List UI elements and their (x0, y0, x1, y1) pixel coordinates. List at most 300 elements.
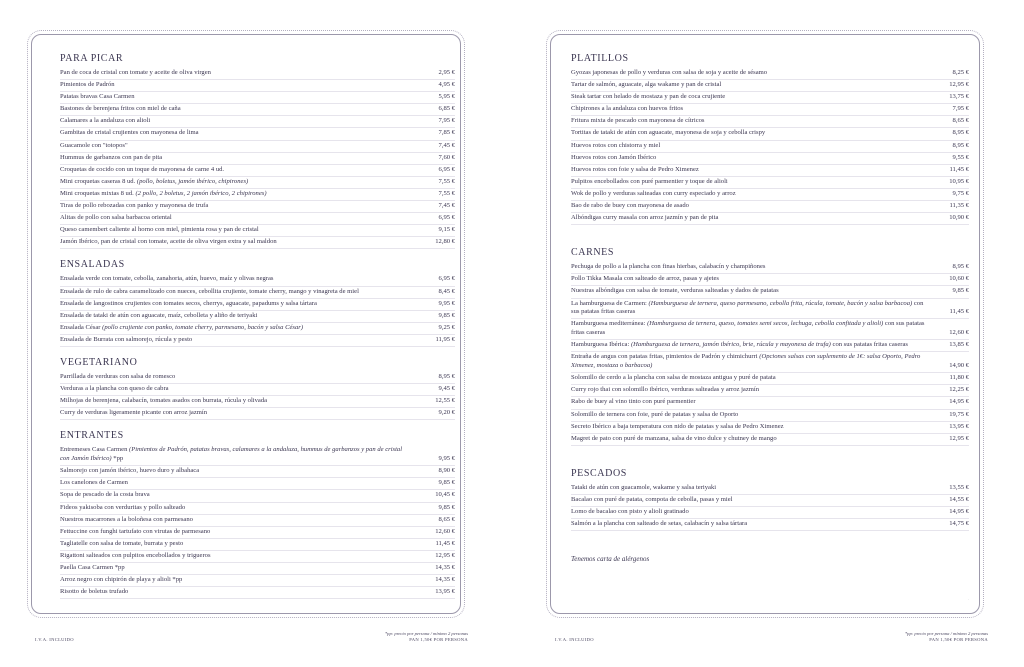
menu-item (60, 323, 455, 335)
dish-name: Tataki de atún con guacamole, wakame y salsa teriyaki (571, 483, 717, 491)
dish-price: 12,25 € (949, 386, 969, 394)
page-mark: · (967, 599, 971, 601)
dish-note: (Pimientos de Padrón, patatas bravas, calamares a la andaluza, hummus de garbanzos y pan de cristal con Jamón Ibérico) (60, 446, 403, 463)
dish-name: Gambitas de cristal crujientes con mayonesa de lima (60, 129, 199, 137)
menu-section (571, 468, 969, 531)
section-title: PLATILLOS (571, 53, 629, 64)
menu-item-text (60, 226, 419, 235)
dish-name: Queso camembert caliente al horno con miel, pimienta rosa y pan de cristal (60, 226, 259, 234)
menu-item (60, 225, 455, 237)
section-gap (60, 249, 455, 259)
dish-price: 14,95 € (949, 398, 969, 406)
dish-price: 9,15 € (438, 226, 455, 234)
dish-price: 7,95 € (438, 117, 455, 125)
dish-name: Croquetas de cocido con un toque de mayonesa de carne 4 ud. (60, 165, 225, 173)
menu-item (60, 116, 455, 128)
dish-price: 7,85 € (438, 129, 455, 137)
menu-item (60, 539, 455, 551)
menu-item (60, 165, 455, 177)
menu-item-text (571, 484, 933, 493)
dish-price: 7,55 € (438, 177, 455, 185)
dish-price: 9,95 € (438, 455, 455, 463)
dish-name: Albóndigas curry masala con arroz jazmín y pan de pita (571, 214, 719, 222)
dish-price: 11,35 € (949, 202, 969, 210)
dish-name: Huevos rotos con foie y salsa de Pedro Ximenez (571, 165, 699, 173)
dish-name: Gyozas japonesas de pollo y verduras con salsa de soja y aceite de sésamo (571, 69, 768, 76)
menu-item-text (60, 540, 419, 549)
menu-item-text (571, 105, 933, 114)
menu-item (571, 352, 969, 373)
menu-item-text (60, 504, 419, 513)
dish-price: 10,45 € (435, 491, 455, 499)
menu-item (571, 165, 969, 177)
menu-item-text (60, 528, 419, 537)
menu-item (571, 116, 969, 128)
menu-item (571, 434, 969, 446)
menu-item-text (571, 129, 933, 138)
dish-name: Risotto de boletus trufado (60, 588, 129, 596)
menu-item-list (571, 262, 969, 446)
menu-item-text (60, 467, 419, 476)
menu-item-text (571, 202, 933, 211)
dish-price: 8,65 € (438, 515, 455, 523)
section-title: CARNES (571, 247, 615, 259)
menu-item-text (60, 214, 419, 223)
menu-item-text (60, 516, 419, 525)
menu-item-text (60, 336, 419, 345)
menu-item-text (571, 214, 933, 223)
menu-item-text (60, 129, 419, 138)
dish-price: 13,95 € (949, 422, 969, 430)
menu-item-text (571, 423, 933, 432)
dish-price: 7,45 € (438, 202, 455, 210)
menu-item (60, 213, 455, 225)
dish-note: (pollo crujiente con panko, tomate cherry, parmesano, bacón y salsa César) (102, 323, 304, 331)
menu-item (60, 68, 455, 80)
section-gap (571, 446, 969, 468)
menu-item-text (571, 117, 933, 126)
menu-item (60, 575, 455, 587)
menu-item-text (60, 142, 419, 151)
dish-name: Lomo de bacalao con pisto y alioli gratinado (571, 508, 689, 516)
menu-item (60, 515, 455, 527)
menu-item-text (60, 81, 419, 90)
menu-item (60, 551, 455, 563)
menu-section (60, 357, 455, 420)
menu-item-text (60, 576, 419, 585)
menu-item (60, 503, 455, 515)
dish-price: 8,90 € (438, 467, 455, 475)
dish-name: Bacalao con puré de patata, compota de cebolla, pasas y miel (571, 495, 733, 503)
menu-item (60, 201, 455, 213)
menu-item-text (571, 287, 933, 296)
dish-note: (Opciones salsas con suplemento de 1€: salsa Oporto, Pedro Ximenez, mostaza o barbacoa) (571, 353, 921, 370)
menu-item (60, 587, 455, 599)
dish-price: 12,60 € (435, 527, 455, 535)
menu-item (571, 68, 969, 80)
dish-name: Ensalada de tataki de atún con aguacate, maíz, cebolleta y aliño de teriyaki (60, 311, 258, 319)
dish-name: Nuestros macarrones a la boloñesa con parmesano (60, 515, 193, 523)
dish-price: 9,75 € (952, 189, 969, 197)
dish-name: Pan de coca de cristal con tomate y aceite de oliva virgen (60, 69, 211, 76)
menu-item-text (60, 373, 419, 382)
dish-name: Huevos rotos con Jamón Ibérico (571, 153, 657, 161)
menu-item (571, 153, 969, 165)
dish-name: Tortitas de tataki de atún con aguacate, mayonesa de soja y cebolla crispy (571, 129, 766, 137)
menu-item (571, 177, 969, 189)
iva-note-left: I.V.A. INCLUIDO (35, 637, 74, 642)
dish-name: Pulpitos encebollados con puré parmentier y toque de alioli (571, 177, 728, 185)
dish-name: Mini croquetas mixtas 8 ud. (60, 189, 134, 197)
menu-item-text (60, 238, 419, 247)
menu-item-text (60, 93, 419, 102)
dish-name: Rabo de buey al vino tinto con puré parmentier (571, 398, 696, 406)
pp-note-left: *pp: precio por persona / mínimo 2 personas (384, 631, 468, 636)
dish-name: Solomillo de ternera con foie, puré de patatas y salsa de Oporto (571, 410, 739, 418)
section-title: PESCADOS (571, 467, 627, 479)
dish-price: 10,95 € (949, 177, 969, 185)
menu-item (60, 189, 455, 201)
dish-price: 8,95 € (952, 141, 969, 149)
menu-item-text (571, 154, 933, 163)
dish-price: 9,85 € (438, 503, 455, 511)
dish-name: Huevos rotos con chistorra y miel (571, 141, 661, 149)
menu-item-text (60, 491, 419, 500)
dish-name: Magret de pato con puré de manzana, salsa de vino dulce y chutney de mango (571, 434, 777, 442)
menu-item (571, 128, 969, 140)
menu-item-text (571, 69, 933, 78)
dish-price: 6,95 € (438, 165, 455, 173)
menu-item-text (60, 300, 419, 309)
bread-note-left: PAN 1,50€ POR PERSONA (409, 637, 468, 642)
dish-price: 8,65 € (952, 117, 969, 125)
dish-price: 6,95 € (438, 275, 455, 283)
menu-item (571, 422, 969, 434)
dish-price: 9,85 € (438, 311, 455, 319)
menu-item (60, 299, 455, 311)
dish-name: Tagliatelle con salsa de tomate, burrata y pesto (60, 539, 184, 547)
menu-item (571, 397, 969, 409)
menu-item (60, 563, 455, 575)
dish-price: 9,25 € (438, 323, 455, 331)
dish-name: Entraña de angus con patatas fritas, pimientos de Padrón y chimichurri (571, 353, 758, 361)
dish-price: 13,85 € (949, 341, 969, 349)
menu-item (571, 104, 969, 116)
menu-item-text (60, 202, 419, 211)
menu-item-text (60, 166, 419, 175)
menu-item-text (60, 312, 419, 321)
dish-suffix: con sus patatas fritas caseras (571, 299, 924, 316)
menu-item-text (60, 324, 419, 333)
menu-item (60, 128, 455, 140)
dish-name: Ensalada de langostinos crujientes con tomates secos, cherrys, aguacate, papadums y salsa tártara (60, 299, 317, 307)
bread-note-right: PAN 1,50€ POR PERSONA (929, 637, 988, 642)
dish-name: Guacamole con "totopos" (60, 141, 128, 149)
menu-item-text (60, 288, 419, 297)
dish-price: 5,95 € (438, 93, 455, 101)
menu-item-text (571, 300, 933, 318)
dish-name: Curry rojo thai con solomillo ibérico, verduras salteadas y arroz jazmín (571, 386, 760, 394)
dish-price: 11,95 € (435, 335, 455, 343)
menu-item (571, 340, 969, 352)
section-title: ENTRANTES (60, 430, 124, 442)
dish-name: Solomillo de cerdo a la plancha con salsa de mostaza antigua y puré de patata (571, 374, 776, 382)
menu-item (60, 153, 455, 165)
menu-item-list (60, 274, 455, 347)
dish-price: 12,95 € (949, 434, 969, 442)
dish-price: 13,55 € (949, 483, 969, 491)
menu-column-right (571, 53, 969, 563)
menu-item-text (571, 520, 933, 529)
menu-item-text (60, 105, 419, 114)
menu-item (571, 286, 969, 298)
menu-item-list (60, 372, 455, 420)
dish-name: Salmorejo con jamón ibérico, huevo duro y albahaca (60, 467, 200, 475)
dish-name: Alitas de pollo con salsa barbacoa oriental (60, 214, 172, 222)
dish-name: Los canelones de Carmen (60, 479, 128, 487)
dish-price: 12,80 € (435, 238, 455, 246)
menu-item-text (571, 508, 933, 517)
dish-price: 4,95 € (438, 81, 455, 89)
menu-item (571, 385, 969, 397)
pp-note-right: *pp: precio por persona / mínimo 2 personas (904, 631, 988, 636)
menu-item (571, 80, 969, 92)
allergens-note: Tenemos carta de alérgenos (571, 555, 650, 564)
dish-name: Bao de rabo de buey con mayonesa de asado (571, 202, 689, 210)
menu-item (571, 274, 969, 286)
section-gap (60, 347, 455, 357)
menu-item (60, 237, 455, 249)
menu-item (571, 189, 969, 201)
dish-price: 6,95 € (438, 214, 455, 222)
menu-item-text (60, 446, 419, 464)
dish-name: Ensalada de Burrata con salmorejo, rúcula y pesto (60, 335, 193, 343)
dish-name: Hamburguesa mediterránea: (571, 320, 646, 328)
dish-price: 14,55 € (949, 495, 969, 503)
dish-price: 14,35 € (435, 576, 455, 584)
section-title: ENSALADAS (60, 259, 125, 271)
menu-page-left (31, 34, 461, 614)
menu-item-text (60, 479, 419, 488)
dish-name: La hamburguesa de Carmen: (571, 299, 647, 307)
menu-item (571, 410, 969, 422)
dish-name: Hamburguesa Ibérica: (571, 341, 630, 349)
dish-name: Tartar de salmón, aguacate, alga wakame y pan de cristal (571, 81, 722, 89)
menu-item-text (60, 190, 419, 199)
dish-name: Jamón Ibérico, pan de cristal con tomate, aceite de oliva virgen extra y sal maldon (60, 238, 277, 246)
dish-price: 11,80 € (949, 374, 969, 382)
dish-name: Calamares a la andaluza con alioli (60, 117, 151, 125)
menu-item-text (60, 154, 419, 163)
section-gap (60, 420, 455, 430)
menu-item (571, 495, 969, 507)
dish-price: 8,45 € (438, 287, 455, 295)
menu-item-text (60, 588, 419, 597)
dish-suffix: con sus patatas fritas caseras (832, 341, 908, 349)
menu-item (60, 177, 455, 189)
menu-section (60, 53, 455, 249)
dish-note: (Hamburguesa de ternera, jamón ibérico, brie, rúcula y mayonesa de trufa) (630, 341, 831, 349)
dish-name: Ensalada de rulo de cabra caramelizado con nueces, cebollita crujiente, tomate cherry, mango y vinagreta de miel (60, 287, 359, 295)
menu-item (571, 92, 969, 104)
menu-item (60, 274, 455, 286)
menu-item (60, 372, 455, 384)
menu-item-text (571, 374, 933, 383)
menu-item (571, 201, 969, 213)
dish-name: Parrillada de verduras con salsa de romesco (60, 372, 176, 380)
menu-item-text (571, 496, 933, 505)
dish-name: Entremeses Casa Carmen (60, 446, 128, 454)
menu-section (571, 247, 969, 446)
dish-price: 11,45 € (949, 308, 969, 316)
menu-item-text (60, 69, 419, 78)
dish-name: Pollo Tikka Masala con salteado de arroz, pasas y ajetes (571, 275, 719, 283)
dish-price: 9,55 € (952, 153, 969, 161)
dish-price: 10,60 € (949, 275, 969, 283)
dish-note: (pollo, boletus, jamón ibérico, chipirones) (136, 177, 249, 185)
menu-item (60, 80, 455, 92)
dish-price: 12,95 € (435, 551, 455, 559)
dish-price: 12,55 € (435, 397, 455, 405)
dish-price: 2,95 € (438, 69, 455, 76)
dish-price: 12,95 € (949, 81, 969, 89)
dish-name: Wok de pollo y verduras salteadas con curry especiado y arroz (571, 189, 736, 197)
dish-price: 9,45 € (438, 385, 455, 393)
menu-item-text (571, 178, 933, 187)
menu-item-text (60, 117, 419, 126)
menu-item-text (571, 190, 933, 199)
menu-section (60, 259, 455, 347)
dish-name: Tiras de pollo rebozadas con panko y mayonesa de trufa (60, 202, 209, 210)
menu-item (60, 466, 455, 478)
menu-item (571, 483, 969, 495)
menu-item (60, 287, 455, 299)
menu-item (60, 490, 455, 502)
menu-item (60, 396, 455, 408)
dish-name: Hummus de garbanzos con pan de pita (60, 153, 163, 161)
dish-price: 9,20 € (438, 409, 455, 417)
menu-item-text (571, 386, 933, 395)
dish-price: 10,90 € (949, 214, 969, 222)
dish-price: 9,85 € (952, 287, 969, 295)
dish-price: 14,75 € (949, 520, 969, 528)
dish-name: Steak tartar con helado de mostaza y pan de coca crujiente (571, 93, 726, 101)
menu-section (60, 430, 455, 599)
menu-item (571, 519, 969, 531)
menu-item-text (60, 409, 419, 418)
dish-price: 7,55 € (438, 189, 455, 197)
dish-suffix: *pp (113, 455, 124, 463)
menu-item-text (60, 275, 419, 284)
menu-item-text (60, 397, 419, 406)
dish-price: 14,35 € (435, 563, 455, 571)
dish-price: 6,85 € (438, 105, 455, 113)
menu-item-text (571, 320, 933, 338)
menu-item (571, 262, 969, 274)
dish-price: 9,85 € (438, 479, 455, 487)
menu-item (60, 141, 455, 153)
dish-name: Patatas bravas Casa Carmen (60, 93, 135, 101)
menu-item (60, 384, 455, 396)
dish-note: (2 pollo, 2 boletus, 2 jamón ibérico, 2 chipirones) (135, 189, 267, 197)
menu-item (60, 335, 455, 347)
menu-section (571, 53, 969, 225)
dish-price: 8,95 € (952, 129, 969, 137)
section-title: VEGETARIANO (60, 356, 138, 368)
menu-item (60, 92, 455, 104)
dish-name: Secreto Ibérico a baja temperatura con nido de patatas y salsa de Pedro Ximenez (571, 422, 784, 430)
menu-item (60, 408, 455, 420)
menu-item (60, 311, 455, 323)
section-title: PARA PICAR (60, 53, 124, 64)
menu-item-text (60, 552, 419, 561)
menu-item-text (571, 341, 933, 350)
menu-item-text (60, 564, 419, 573)
menu-item (571, 319, 969, 340)
menu-item (571, 507, 969, 519)
section-gap (571, 225, 969, 247)
dish-name: Pechuga de pollo a la plancha con finas hierbas, calabacín y champiñones (571, 263, 766, 271)
dish-note: (Hamburguesa de ternera, queso parmesano, cebolla frita, rúcula, tomate, bacón y salsa barbacoa) (648, 299, 913, 307)
menu-item (60, 104, 455, 116)
iva-note-right: I.V.A. INCLUIDO (555, 637, 594, 642)
dish-price: 13,95 € (435, 588, 455, 596)
menu-item-text (571, 411, 933, 420)
dish-name: Ensalada César (60, 323, 101, 331)
dish-price: 7,60 € (438, 153, 455, 161)
dish-name: Curry de verduras ligeramente picante con arroz jazmín (60, 409, 208, 417)
dish-price: 8,25 € (952, 69, 969, 76)
menu-item-text (571, 93, 933, 102)
dish-name: Bastones de berenjena fritos con miel de caña (60, 105, 181, 113)
dish-price: 14,95 € (949, 508, 969, 516)
menu-item-text (571, 353, 933, 371)
dish-price: 13,75 € (949, 93, 969, 101)
menu-item-text (571, 142, 933, 151)
dish-name: Milhojas de berenjena, calabacín, tomates asados con burrata, rúcula y olivada (60, 397, 268, 405)
menu-column-left (60, 53, 455, 599)
dish-name: Fritura mixta de pescado con mayonesa de cítricos (571, 117, 705, 125)
menu-item-list (571, 483, 969, 531)
dish-name: Mini croquetas caseras 8 ud. (60, 177, 136, 185)
dish-name: Ensalada verde con tomate, cebolla, zanahoria, atún, huevo, maíz y olivas negras (60, 275, 274, 283)
menu-item-text (60, 178, 419, 187)
dish-price: 11,45 € (949, 165, 969, 173)
menu-item-text (571, 398, 933, 407)
menu-item-list (60, 68, 455, 249)
menu-item-list (60, 445, 455, 599)
dish-note: (Hamburguesa de ternera, queso, tomates semi secos, lechuga, cebolla confitada y alioli) (647, 320, 884, 328)
menu-item-text (571, 81, 933, 90)
dish-name: Salmón a la plancha con salteado de setas, calabacín y salsa tártara (571, 520, 748, 528)
menu-item-text (60, 385, 419, 394)
dish-name: Rigattoni salteados con pulpitos encebollados y trigueros (60, 551, 211, 559)
dish-name: Verduras a la plancha con queso de cabra (60, 385, 169, 393)
menu-item (571, 141, 969, 153)
menu-item-text (571, 263, 933, 272)
dish-price: 11,45 € (435, 539, 455, 547)
dish-price: 8,95 € (952, 263, 969, 271)
dish-price: 19,75 € (949, 410, 969, 418)
dish-suffix: con sus patatas fritas caseras (571, 320, 925, 337)
menu-item-text (571, 435, 933, 444)
menu-item (60, 445, 455, 466)
dish-price: 9,95 € (438, 299, 455, 307)
dish-name: Nuestras albóndigas con salsa de tomate, verduras salteadas y dados de patatas (571, 287, 779, 295)
menu-item (60, 478, 455, 490)
menu-item-text (571, 166, 933, 175)
dish-price: 7,95 € (952, 105, 969, 113)
